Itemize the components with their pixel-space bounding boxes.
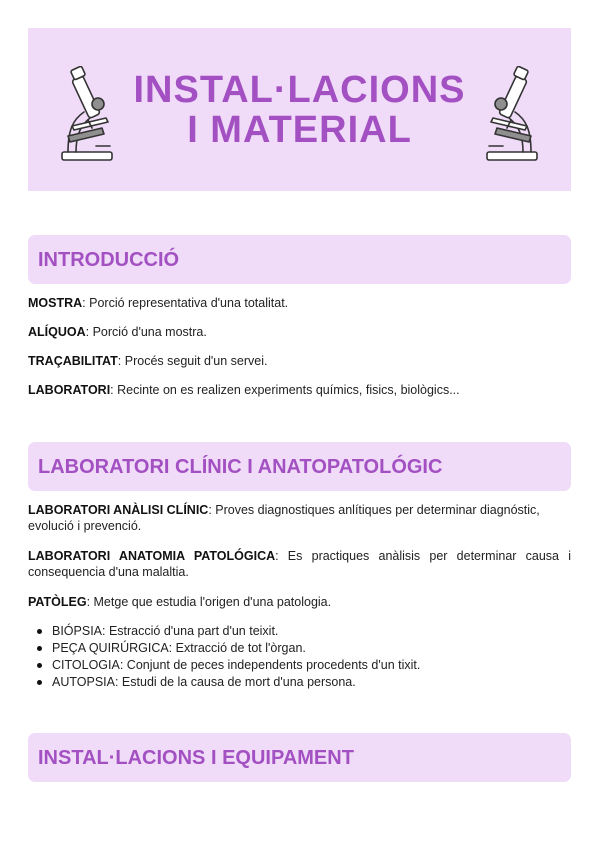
section-title: LABORATORI CLÍNIC I ANATOPATOLÓGIC xyxy=(38,456,443,478)
definition-mostra xyxy=(28,295,571,311)
definition-term: PATÒLEG xyxy=(28,595,87,609)
microscope-icon xyxy=(479,66,541,164)
definition-tracabilitat xyxy=(28,353,571,369)
section-header-installacions xyxy=(28,733,571,782)
definition-laboratori xyxy=(28,382,571,398)
section-title: INSTAL·LACIONS I EQUIPAMENT xyxy=(38,747,354,769)
title-banner xyxy=(28,28,571,191)
section-header-introduccio xyxy=(28,235,571,284)
definition-text: : Recinte on es realizen experiments químics, fisics, biològics... xyxy=(110,383,460,397)
definition-term: LABORATORI ANATOMIA PATOLÓGICA xyxy=(28,549,276,563)
list-item: AUTOPSIA: Estudi de la causa de mort d'una persona. xyxy=(28,674,568,691)
list-item: PEÇA QUIRÚRGICA: Extracció de tot l'òrgan. xyxy=(28,640,568,657)
definition-patoleg xyxy=(28,594,571,610)
definition-laboratori-analisi xyxy=(28,502,571,534)
page-title-line1: INSTAL·LACIONS xyxy=(133,69,466,111)
list-item: CITOLOGIA: Conjunt de peces independents procedents d'un tixit. xyxy=(28,657,568,674)
definition-laboratori-anatomia xyxy=(28,548,571,580)
page-title xyxy=(118,70,481,150)
page-title-line2: I MATERIAL xyxy=(187,109,412,151)
definition-text: : Porció representativa d'una totalitat. xyxy=(82,296,289,310)
definition-term: LABORATORI ANÀLISI CLÍNIC xyxy=(28,503,209,517)
definition-text: : Procés seguit d'un servei. xyxy=(117,354,268,368)
definition-text: : Es practiques anàlisis per determinar causa i consequencia d'una malaltia. xyxy=(28,549,571,579)
bullet-list xyxy=(28,623,568,691)
section-title: INTRODUCCIÓ xyxy=(38,249,180,271)
definition-term: MOSTRA xyxy=(28,296,83,310)
microscope-icon xyxy=(58,66,120,164)
definition-text: : Proves diagnostiques anlítiques per determinar diagnóstic, evolució i prevenció. xyxy=(28,503,540,533)
definition-text: : Porció d'una mostra. xyxy=(85,325,207,339)
definition-term: ALÍQUOA xyxy=(28,325,86,339)
definition-aliquoa xyxy=(28,324,571,340)
definition-term: TRAÇABILITAT xyxy=(28,354,118,368)
list-item: BIÓPSIA: Estracció d'una part d'un teixit. xyxy=(28,623,568,640)
definition-text: : Metge que estudia l'origen d'una patologia. xyxy=(86,595,332,609)
section-header-laboratori xyxy=(28,442,571,491)
definition-term: LABORATORI xyxy=(28,383,111,397)
